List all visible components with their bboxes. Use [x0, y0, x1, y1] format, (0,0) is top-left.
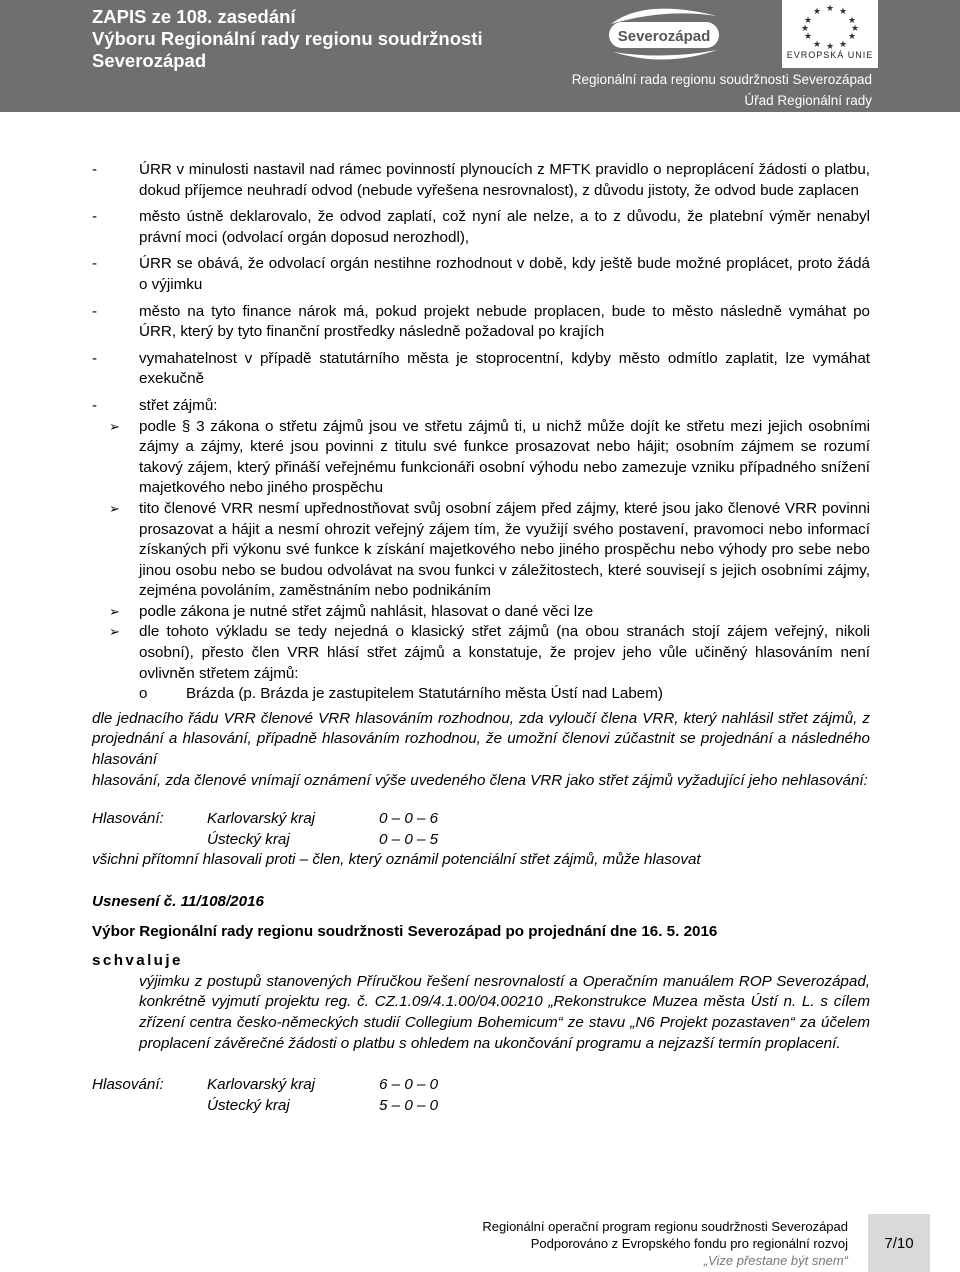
bullet-item: - město ústně deklarovalo, že odvod zaplatí, což nyní ale nelze, a to z důvodu, že platební výměr nenabyl právní moci (odvolací orgán doposud nerozhodl), [92, 208, 870, 246]
vote-result: 5 – 0 – 0 [379, 1096, 439, 1114]
svg-text:★: ★ [838, 40, 848, 50]
arrow-bullet-icon: ➢ [109, 500, 120, 516]
committee-line: Výbor Regionální rady regionu soudržnosti Severozápad po projednání dne 16. 5. 2016 [92, 922, 718, 940]
header-subtitle-2: Úřad Regionální rady [744, 93, 872, 108]
vote-row [92, 809, 870, 830]
eu-logo [782, 0, 878, 68]
bullet-item: - střet zájmů: [92, 396, 870, 417]
svg-text:★: ★ [800, 24, 810, 34]
vote-region: Karlovarský kraj [207, 810, 316, 828]
title-line-2: Výboru Regionální rady regionu soudržnosti [92, 28, 483, 49]
arrow-bullet-icon: ➢ [109, 603, 120, 619]
sub-bullet-item: ➢ dle tohoto výkladu se tedy nejedná o klasický střet zájmů (na obou stranách stojí zájem veřejný, nikoli osobní), přesto člen VRR hlásí střet zájmů a konstatuje, že projev jeho vůle učiněný hlasováním není ovlivněn střetem zájmů: [109, 623, 870, 682]
dash-marker: - [92, 302, 98, 320]
title-line-1: ZAPIS ze 108. zasedání [92, 6, 296, 27]
header-subtitle-1: Regionální rada regionu soudržnosti Severozápad [571, 72, 872, 87]
footer-motto: „Vize přestane být snem“ [703, 1253, 848, 1268]
sub-bullet-item: ➢ podle zákona je nutné střet zájmů nahlásit, hlasovat o dané věci lze [92, 602, 870, 623]
sub-bullet-item: ➢ podle § 3 zákona o střetu zájmů jsou ve střetu zájmů ti, u nichž může dojít ke střetu mezi jejich osobními zájmy a zájmy, které jsou povinni z titulu své funkce prosazovat nebo hájit; osobním zájmem se rozumí takový zájem, který přináší veřejnému funkcionáři osobní výhodu nebo zamezuje vzniku případného snížení majetkového nebo jiného prospěchu [109, 417, 870, 497]
footer-fund: Podporováno z Evropského fondu pro regionální rozvoj [530, 1236, 848, 1251]
svg-text:★: ★ [838, 7, 848, 17]
svg-text:★: ★ [812, 7, 822, 17]
severozapad-logo [605, 2, 723, 70]
resolution-text: výjimku z postupů stanovených Příručkou řešení nesrovnalostí a Operačním manuálem ROP Severozápad, konkrétně vyjmutí projektu reg. č. CZ.1.09/4.1.00/04.00210 „Rekonstrukce Muzea města Ústí n. L. s cílem zřízení centra česko-německých studií Collegium Bohemicum“ ze stavu „N6 Projekt pozastaven“ za účelem proplacení závěrečné žádosti o platbu s ohledem na ukončování programu a nejzazší termín proplacení. [139, 972, 870, 1052]
svg-text:★: ★ [850, 24, 860, 34]
circle-bullet-marker: o [139, 685, 148, 703]
svg-text:★: ★ [825, 42, 835, 50]
eu-caption: EVROPSKÁ UNIE [786, 50, 874, 60]
circle-bullet-item: o Brázda (p. Brázda je zastupitelem Statutárního města Ústí nad Labem) [139, 684, 870, 705]
arrow-bullet-icon: ➢ [109, 418, 120, 434]
vote-row [92, 830, 870, 851]
vote-row [92, 1096, 870, 1117]
approves-label: schvaluje [92, 952, 183, 970]
sub-bullet-item: ➢ tito členové VRR nesmí upřednostňovat svůj osobní zájem před zájmy, které jsou jako členové VRR povinni prosazovat a hájit a nesmí ohrozit veřejný zájem tím, že využijí svého postavení, pravomoci nebo informací získaných při výkonu své funkce k získání majetkového nebo jiného prospěchu nebo výhody pro sebe nebo jinou osobu nebo se budou odvolávat na svou funkci v záležitostech, které souvisejí s jejich osobními zájmy, zejména povoláním, zaměstnáním nebo podnikáním [109, 499, 870, 600]
svg-text:★: ★ [803, 16, 813, 26]
vote-region: Karlovarský kraj [207, 1076, 316, 1094]
vote-result: 0 – 0 – 6 [379, 810, 439, 828]
vote-label: Hlasování: [92, 810, 164, 828]
logo-text: Severozápad [617, 28, 711, 45]
svg-text:★: ★ [812, 40, 822, 50]
paragraph-vote-outcome: všichni přítomní hlasovali proti – člen, který oznámil potenciální střet zájmů, může hlasovat [92, 851, 701, 869]
document-title [92, 6, 612, 72]
bullet-item: - ÚRR se obává, že odvolací orgán nestihne rozhodnout v době, kdy ještě bude možné proplácet, proto žádá o výjimku [92, 255, 870, 293]
svg-text:★: ★ [847, 16, 857, 26]
vote-result: 0 – 0 – 5 [379, 830, 439, 848]
bullet-item: - ÚRR v minulosti nastavil nad rámec povinností plynoucích z MFTK pravidlo o neproplácení žádosti o platbu, dokud příjemce neuhradí odvod (nebude vyřešena nesrovnalost), z důvodu jistoty, že odvod bude zaplacen [92, 161, 870, 199]
title-line-3: Severozápad [92, 50, 207, 71]
bullet-item: - město na tyto finance nárok má, pokud projekt nebude proplacen, bude to město následně vymáhat po ÚRR, který by tyto finanční prostředky následně požadoval po krajích [92, 302, 870, 341]
eu-flag-icon [782, 0, 878, 50]
vote-region: Ústecký kraj [207, 1096, 290, 1114]
svg-text:★: ★ [803, 32, 813, 42]
paragraph-rules: dle jednacího řádu VRR členové VRR hlasováním rozhodnou, zda vyloučí člena VRR, který nahlásil střet zájmů, z projednání a hlasování, případně hlasováním rozhodnou, že umožní členovi zúčastnit se projednání a následného hlasování [92, 709, 870, 769]
vote-row [92, 1075, 870, 1096]
page-number [868, 1214, 930, 1272]
vote-result: 6 – 0 – 0 [379, 1076, 439, 1094]
resolution-number: Usnesení č. 11/108/2016 [92, 893, 264, 910]
svg-text:★: ★ [847, 32, 857, 42]
dash-marker: - [92, 349, 98, 367]
dash-marker: - [92, 161, 98, 178]
arrow-bullet-icon: ➢ [109, 624, 120, 640]
document-body [92, 160, 870, 1116]
dash-marker: - [92, 396, 98, 414]
page-footer [482, 1218, 848, 1269]
paragraph-vote-question: hlasování, zda členové vnímají oznámení výše uvedeného člena VRR jako střet zájmů vyžadující jeho nehlasování: [92, 771, 868, 789]
vote-region: Ústecký kraj [207, 830, 290, 848]
footer-program: Regionální operační program regionu soudržnosti Severozápad [482, 1219, 848, 1234]
page-number-text: 7/10 [884, 1234, 914, 1252]
svg-text:★: ★ [825, 4, 835, 14]
vote-label: Hlasování: [92, 1076, 164, 1094]
bullet-item: - vymahatelnost v případě statutárního města je stoprocentní, kdyby město odmítlo zaplatit, lze vymáhat exekučně [92, 349, 870, 388]
dash-marker: - [92, 255, 98, 273]
dash-marker: - [92, 208, 98, 226]
